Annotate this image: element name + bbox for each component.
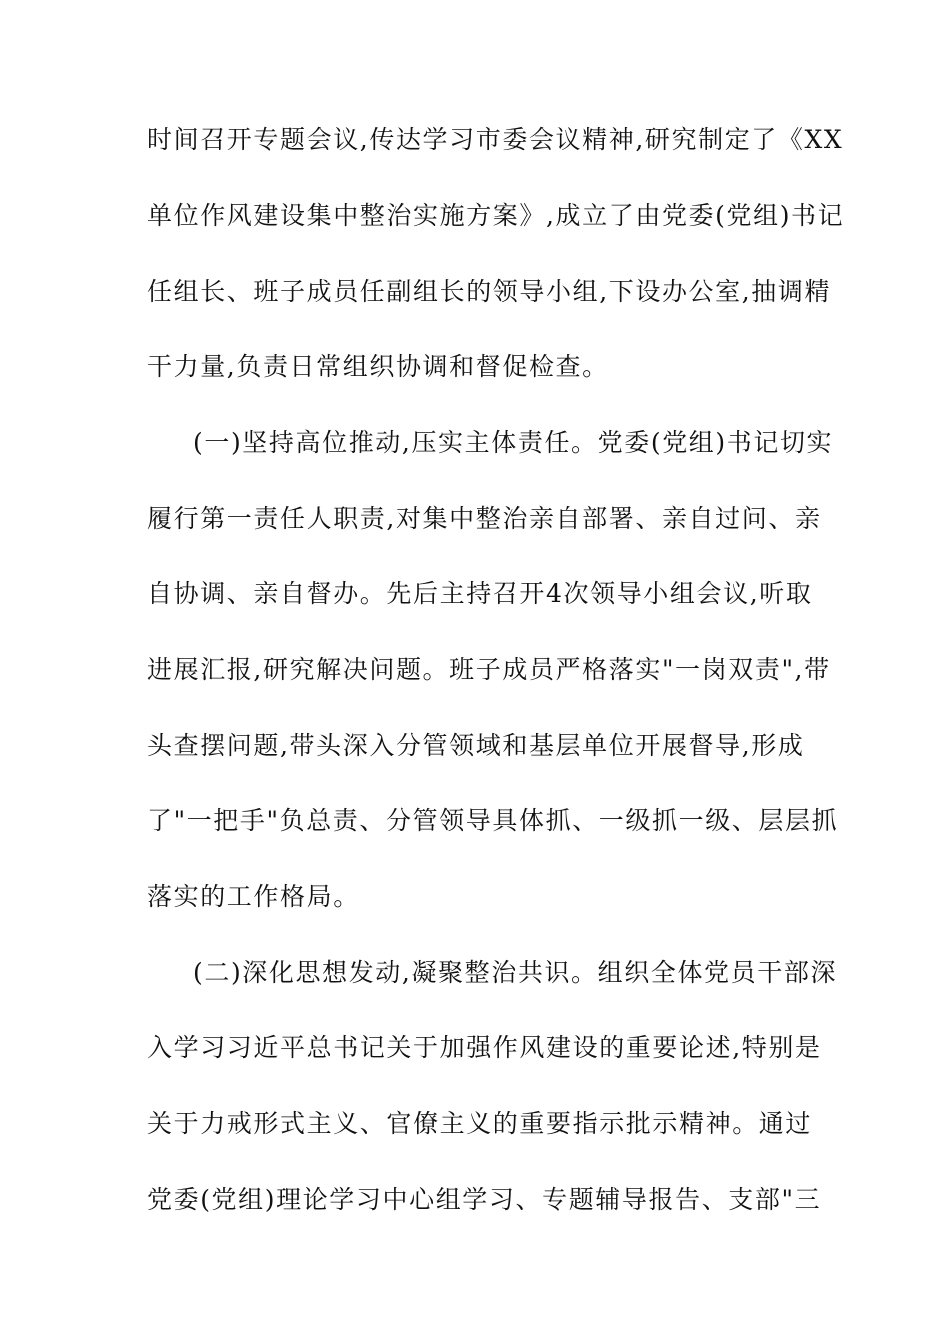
text-line: 头查摆问题,带头深入分管领域和基层单位开展督导,形成	[147, 731, 805, 760]
text-line: 自协调、亲自督办。先后主持召开4次领导小组会议,听取	[147, 579, 813, 608]
text-line: 单位作风建设集中整治实施方案》,成立了由党委(党组)书记	[147, 201, 845, 230]
text-line: 落实的工作格局。	[147, 882, 360, 911]
text-line: 入学习习近平总书记关于加强作风建设的重要论述,特别是	[147, 1033, 822, 1062]
text-line: 任组长、班子成员任副组长的领导小组,下设办公室,抽调精	[147, 277, 832, 306]
paragraph-heading-line: (二)深化思想发动,凝聚整治共识。组织全体党员干部深	[193, 958, 838, 987]
text-line: 关于力戒形式主义、官僚主义的重要指示批示精神。通过	[147, 1109, 813, 1138]
text-line: 进展汇报,研究解决问题。班子成员严格落实"一岗双责",带	[147, 655, 831, 684]
text-line: 党委(党组)理论学习中心组学习、专题辅导报告、支部"三	[147, 1185, 822, 1214]
text-line: 履行第一责任人职责,对集中整治亲自部署、亲自过问、亲	[147, 504, 822, 533]
paragraph-heading-line: (一)坚持高位推动,压实主体责任。党委(党组)书记切实	[193, 428, 834, 457]
text-line: 干力量,负责日常组织协调和督促检查。	[147, 352, 609, 381]
text-line: 时间召开专题会议,传达学习市委会议精神,研究制定了《XX	[147, 125, 844, 154]
text-line: 了"一把手"负总责、分管领导具体抓、一级抓一级、层层抓	[147, 806, 839, 835]
